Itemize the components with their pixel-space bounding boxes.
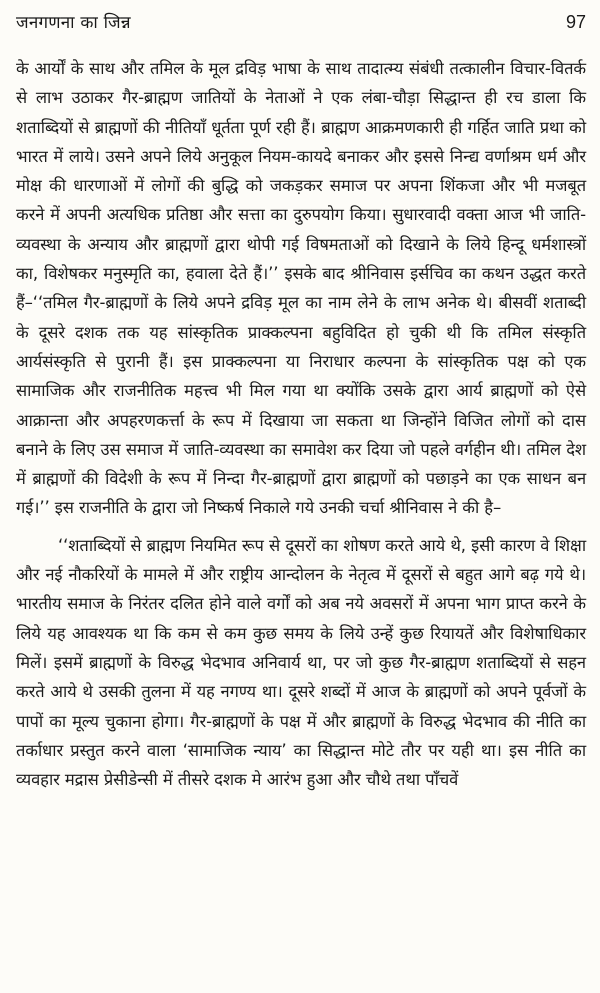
body-paragraph-1: के आर्यों के साथ और तमिल के मूल द्रविड़ भाषा के साथ तादात्म्य संबंधी तत्कालीन विचार-वितर्क से लाभ उठाकर गैर-ब्राह्मण जातियों के नेताओं ने एक लंबा-चौड़ा सिद्धान्त ही रच डाला कि शताब्दियों से ब्राह्मणों की नीतियाँ धूर्तता पूर्ण रही हैं। ब्राह्मण आक्रमणकारी ही गर्हित जाति प्रथा को भारत में लाये। उसने अपने लिये अनुकूल नियम-कायदे बनाकर और इससे निन्द्य वर्णाश्रम धर्म और मोक्ष की धारणाओं में लोगों की बुद्धि को जकड़कर समाज पर अपना शिंकजा और भी मजबूत करने में अपनी अत्यधिक प्रतिष्ठा और सत्ता का दुरुपयोग किया। सुधारवादी वक्ता आज भी जाति-व्यवस्था के अन्याय और ब्राह्मणों द्वारा थोपी गई विषमताओं को दिखाने के लिये हिन्दू धर्मशास्त्रों का, विशेषकर मनुस्मृति का, हवाला देते हैं।’’ इसके बाद श्रीनिवास इर्सचिव का कथन उद्धत करते हैं–‘‘तमिल गैर-ब्राह्मणों के लिये अपने द्रविड़ मूल का नाम लेने के लाभ अनेक थे। बीसवीं शताब्दी के दूसरे दशक तक यह सांस्कृतिक प्राक्कल्पना बहुविदित हो चुकी थी कि तमिल संस्कृति आर्यसंस्कृति से पुरानी हैं। इस प्राक्कल्पना या निराधार कल्पना के सांस्कृतिक पक्ष को एक सामाजिक और राजनीतिक महत्त्व भी मिल गया था क्योंकि उसके द्वारा आर्य ब्राह्मणों को ऐसे आक्रान्ता और अपहरणकर्त्ता के रूप में दिखाया जा सकता था जिन्होंने विजित लोगों को दास बनाने के लिए उस समाज में जाति-व्यवस्था का समावेश कर दिया जो पहले वर्गहीन थी। तमिल देश में ब्राह्मणों की विदेशी के रूप में निन्दा गैर-ब्राह्मणों द्वारा ब्राह्मणों को पछाड़ने का एक साधन बन गई।’’ इस राजनीति के द्वारा जो निष्कर्ष निकाले गये उनकी चर्चा श्रीनिवास ने की है–	[16, 59, 586, 518]
page-header	[16, 10, 586, 54]
page-number: 97	[565, 12, 586, 32]
running-title: जनगणना का जिन्न	[16, 13, 131, 33]
body-paragraph-2: ‘‘शताब्दियों से ब्राह्मण नियमित रूप से दूसरों का शोषण करते आये थे, इसी कारण वे शिक्षा और नई नौकरियों के मामले में और राष्ट्रीय आन्दोलन के नेतृत्व में दूसरों से बहुत आगे बढ़ गये थे। भारतीय समाज के निरंतर दलित होने वाले वर्गों को अब नये अवसरों में अपना भाग प्राप्त करने के लिये यह आवश्यक था कि कम से कम कुछ समय के लिये उन्हें कुछ रियायतें और विशेषाधिकार मिलें। इसमें ब्राह्मणों के विरुद्ध भेदभाव अनिवार्य था, पर जो कुछ गैर-ब्राह्मण शताब्दियों से सहन करते आये थे उसकी तुलना में यह नगण्य था। दूसरे शब्दों में आज के ब्राह्मणों को अपने पूर्वजों के पापों का मूल्य चुकाना होगा। गैर-ब्राह्मणों के पक्ष में और ब्राह्मणों के विरुद्ध भेदभाव की नीति का तर्काधार प्रस्तुत करने वाला ‘सामाजिक न्याय’ का सिद्धान्त मोटे तौर पर यही था। इस नीति का व्यवहार मद्रास प्रेसीडेन्सी में तीसरे दशक मे आरंभ हुआ और चौथे तथा पाँचवें	[16, 535, 586, 790]
